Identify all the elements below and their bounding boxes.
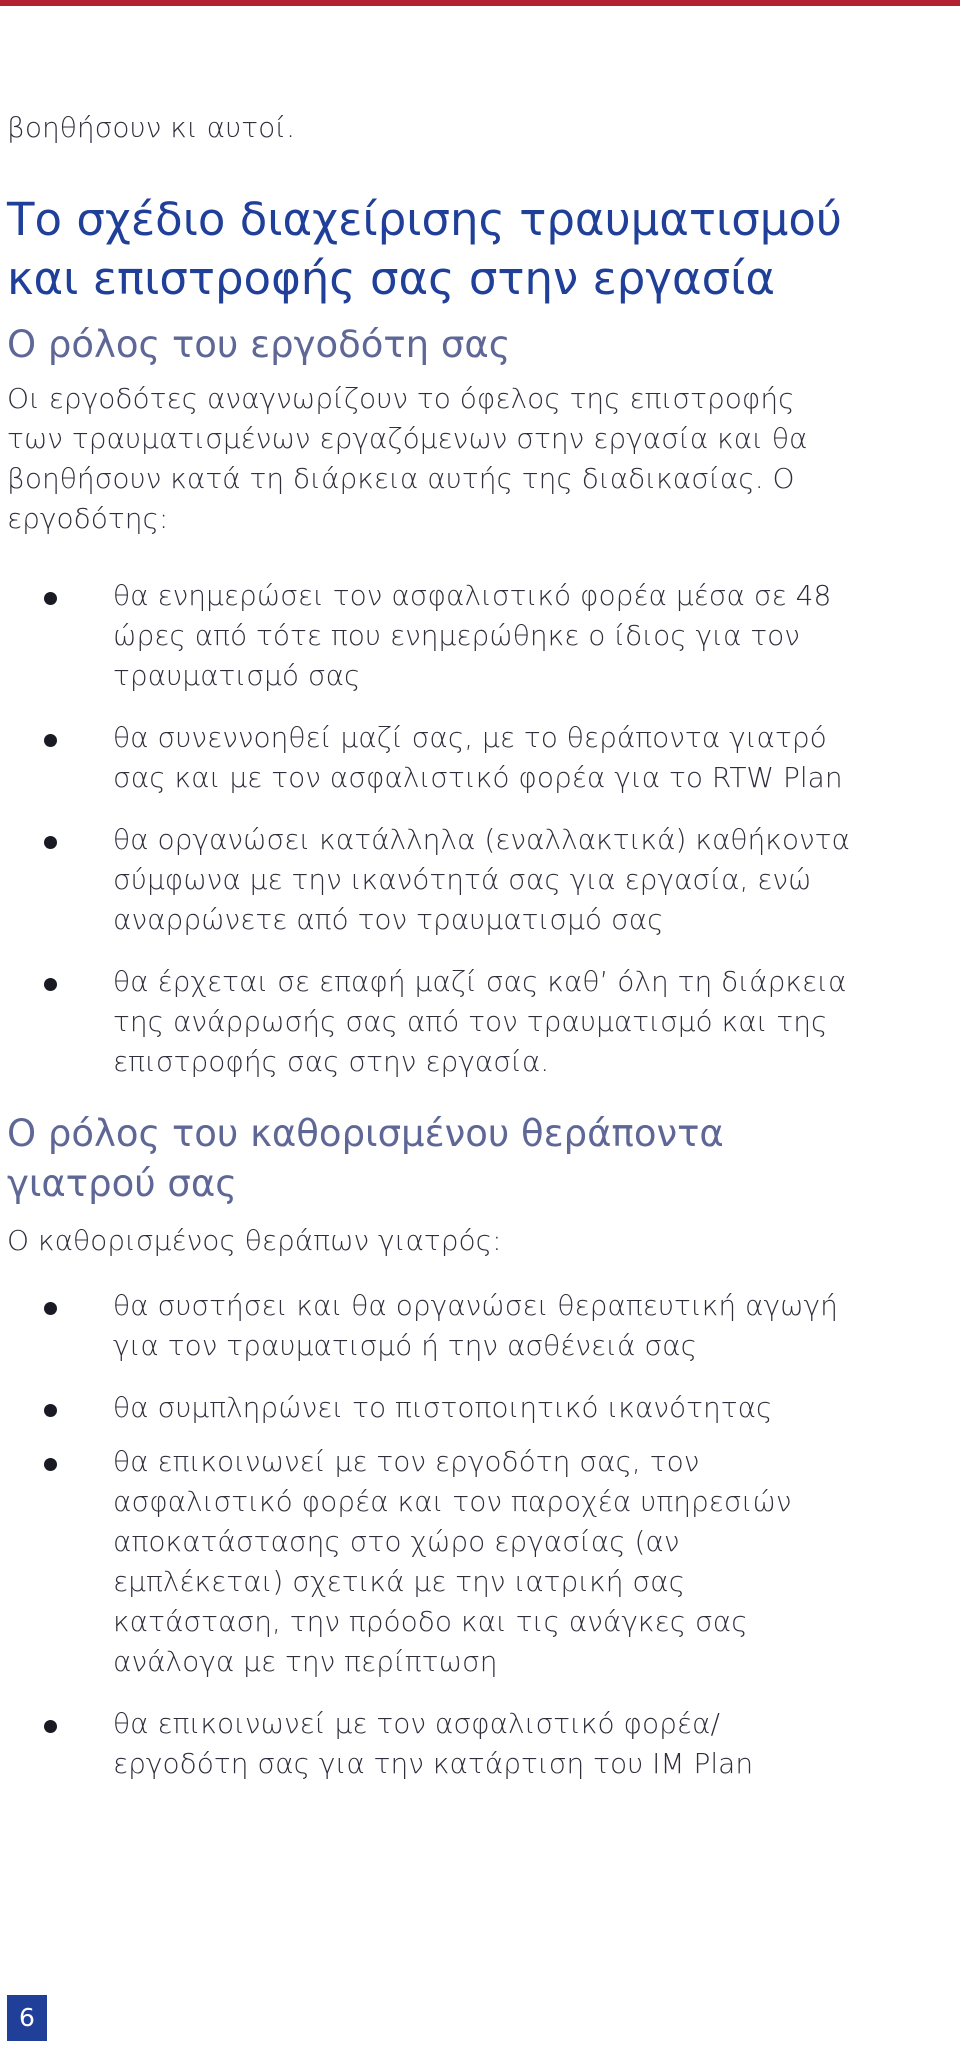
bullet-dot-icon <box>44 1404 57 1417</box>
list-item-text: θα επικοινωνεί με τον εργοδότη σας, τον ασφαλιστικό φορέα και τον παροχέα υπηρεσιών αποκατάστασης στο χώρο εργασίας (αν εμπλέκεται) σχετικά με την ιατρική σας κατάσταση, την πρόοδο και τις ανάγκες σας ανάλογα με την περίπτωση <box>113 1445 792 1678</box>
list-item-text: θα επικοινωνεί με τον ασφαλιστικό φορέα/εργοδότη σας για την κατάρτιση του IM Plan <box>113 1707 754 1780</box>
list-item-text: θα έρχεται σε επαφή μαζί σας καθ’ όλη τη διάρκεια της ανάρρωσής σας από τον τραυματισμό και της επιστροφής σας στην εργασία. <box>113 965 847 1078</box>
employer-section-heading: Ο ρόλος του εργοδότη σας <box>7 323 511 366</box>
main-title <box>7 190 927 308</box>
bullet-dot-icon <box>44 978 57 991</box>
list-item-text: θα ενημερώσει τον ασφαλιστικό φορέα μέσα σε 48 ώρες από τότε που ενημερώθηκε ο ίδιος για τον τραυματισμό σας <box>113 579 832 692</box>
employer-bullet-list <box>7 576 927 1082</box>
doctor-bullet-list <box>7 1286 927 1784</box>
bullet-dot-icon <box>44 1458 57 1471</box>
bullet-dot-icon <box>44 734 57 747</box>
page-content <box>7 108 927 1784</box>
list-item <box>7 1704 853 1784</box>
list-item <box>7 718 853 798</box>
top-accent-rule <box>0 0 960 6</box>
employer-section-paragraph: Οι εργοδότες αναγνωρίζουν το όφελος της επιστροφής των τραυματισμένων εργαζόμενων στην εργασία και θα βοηθήσουν κατά τη διάρκεια αυτής της διαδικασίας. Ο εργοδότης: <box>7 382 808 535</box>
list-item <box>7 1442 853 1682</box>
list-item-text: θα συμπληρώνει το πιστοποιητικό ικανότητας <box>113 1391 773 1424</box>
bullet-dot-icon <box>44 1720 57 1733</box>
doctor-section-intro: Ο καθορισμένος θεράπων γιατρός: <box>7 1224 502 1257</box>
list-item <box>7 820 853 940</box>
bullet-dot-icon <box>44 1302 57 1315</box>
list-item <box>7 1388 853 1428</box>
page-number-badge: 6 <box>7 1995 47 2041</box>
doctor-heading-line-1: Ο ρόλος του καθορισμένου θεράποντα <box>7 1112 724 1155</box>
list-item-text: θα οργανώσει κατάλληλα (εναλλακτικά) καθήκοντα σύμφωνα με την ικανότητά σας για εργασία, ενώ αναρρώνετε από τον τραυματισμό σας <box>113 823 850 936</box>
bullet-dot-icon <box>44 592 57 605</box>
list-item <box>7 1286 853 1366</box>
doctor-section-heading <box>7 1109 927 1209</box>
list-item-text: θα συστήσει και θα οργανώσει θεραπευτική αγωγή για τον τραυματισμό ή την ασθένειά σας <box>113 1289 838 1362</box>
main-title-line-1: Το σχέδιο διαχείρισης τραυματισμού <box>7 193 842 246</box>
list-item-text: θα συνεννοηθεί μαζί σας, με το θεράποντα γιατρό σας και με τον ασφαλιστικό φορέα για το RTW Plan <box>113 721 843 794</box>
doctor-heading-line-2: γιατρού σας <box>7 1162 237 1205</box>
list-item <box>7 962 853 1082</box>
bullet-dot-icon <box>44 836 57 849</box>
main-title-line-2: και επιστροφής σας στην εργασία <box>7 252 776 305</box>
list-item <box>7 576 853 696</box>
intro-fragment: βοηθήσουν κι αυτοί. <box>7 111 295 144</box>
